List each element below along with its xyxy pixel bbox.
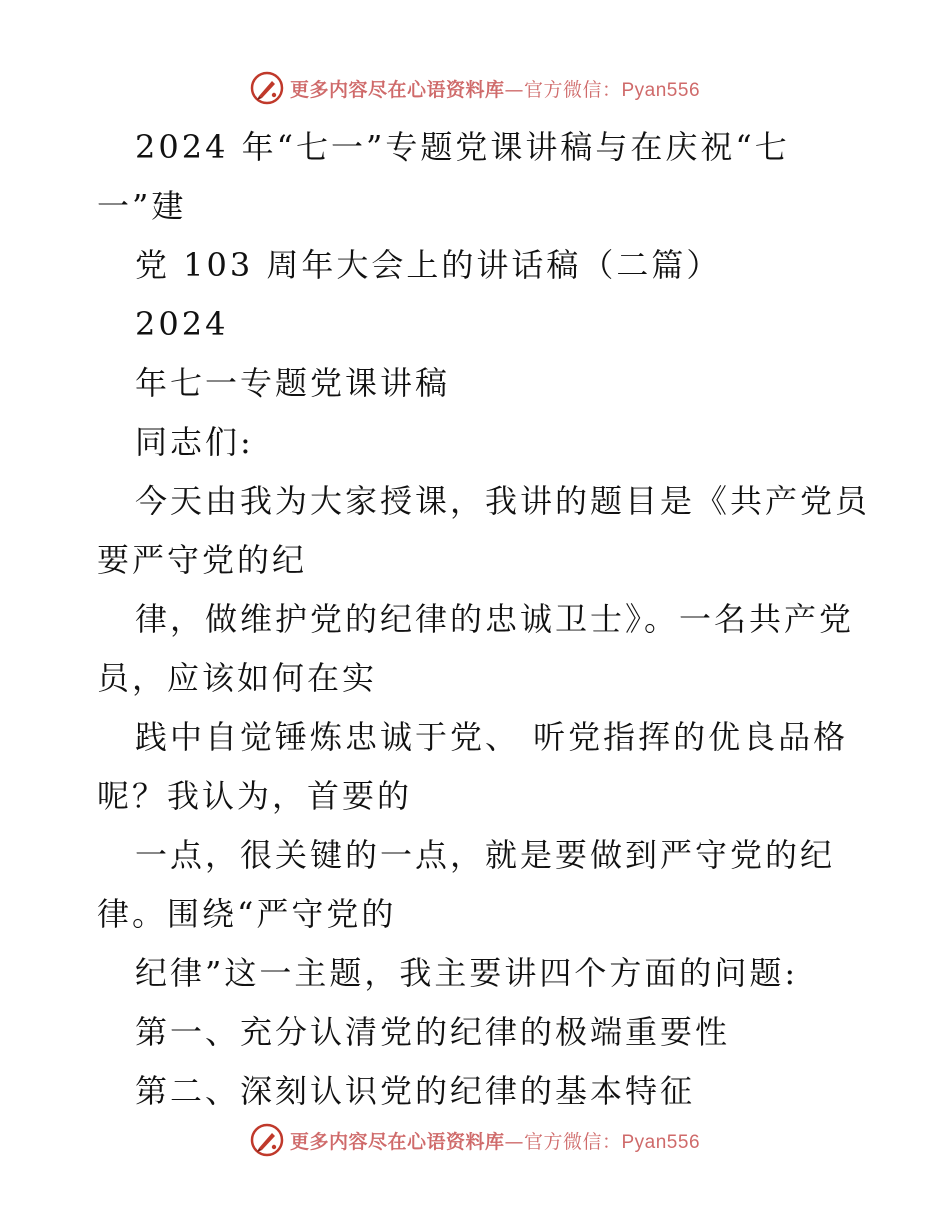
watermark-brand: 更多内容尽在心语资料库 — [289, 78, 505, 101]
watermark-wechat-label: 官方微信： — [523, 1130, 622, 1153]
document-line: 要严守党的纪 — [97, 541, 308, 579]
watermark-wechat-id: Pyan556 — [621, 79, 701, 101]
document-line: 同志们: — [135, 423, 254, 461]
document-line: 2024 年“七一”专题党课讲稿与在庆祝“七 — [135, 128, 790, 166]
document-line: 律。围绕“严守党的 — [97, 895, 397, 933]
document-line: 员，应该如何在实 — [97, 659, 378, 697]
watermark-wechat-label: 官方微信： — [523, 78, 622, 101]
document-line: 践中自觉锤炼忠诚于党、 听党指挥的优良品格 — [135, 718, 849, 756]
document-line: 第二、深刻认识党的纪律的基本特征 — [135, 1072, 696, 1110]
watermark-brand: 更多内容尽在心语资料库 — [289, 1130, 505, 1153]
pen-logo-icon — [250, 71, 284, 105]
pen-logo-icon — [250, 1123, 284, 1157]
document-line: 年七一专题党课讲稿 — [135, 364, 451, 402]
watermark-content — [250, 71, 700, 105]
watermark-banner-top — [0, 68, 950, 108]
document-line: 纪律”这一主题，我主要讲四个方面的问题: — [135, 954, 799, 992]
watermark-content — [250, 1123, 700, 1157]
document-line: 呢？我认为，首要的 — [97, 777, 413, 815]
document-body — [97, 118, 887, 1121]
document-line: 一”建 — [97, 187, 187, 225]
document-line: 党 103 周年大会上的讲话稿（二篇） — [135, 246, 722, 284]
watermark-separator: — — [504, 78, 524, 101]
watermark-separator: — — [504, 1130, 524, 1153]
watermark-banner-bottom — [0, 1120, 950, 1160]
document-line: 第一、充分认清党的纪律的极端重要性 — [135, 1013, 731, 1051]
document-line: 今天由我为大家授课，我讲的题目是《共产党员 — [135, 482, 871, 520]
watermark-text — [290, 1127, 700, 1154]
watermark-text — [290, 75, 700, 102]
document-line: 一点，很关键的一点，就是要做到严守党的纪 — [135, 836, 836, 874]
watermark-wechat-id: Pyan556 — [621, 1131, 701, 1153]
document-line: 律，做维护党的纪律的忠诚卫士》。一名共产党 — [135, 600, 855, 638]
document-line: 2024 — [135, 305, 229, 343]
